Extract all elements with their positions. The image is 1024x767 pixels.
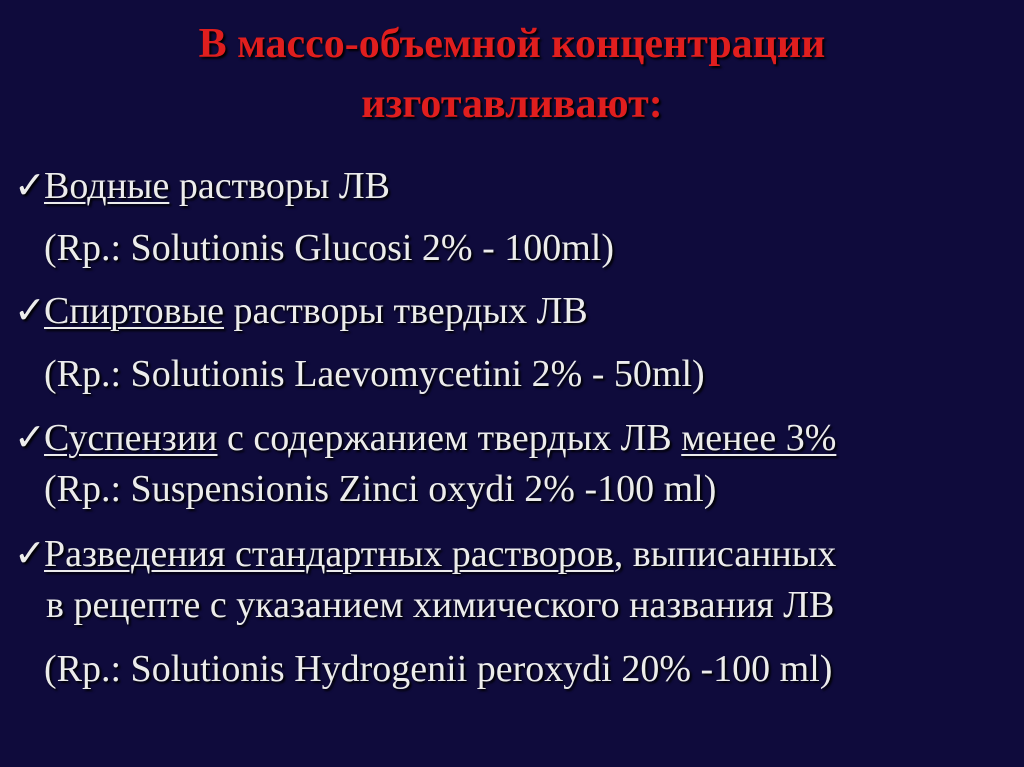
- title-line-2: изготавливают:: [361, 81, 663, 127]
- bullet-item-alcoholic: [14, 289, 588, 333]
- example-suspensions: (Rp.: Suspensionis Zinci oxydi 2% -100 ml): [44, 468, 717, 510]
- item-underlined-term: Спиртовые: [44, 290, 224, 332]
- item-text-line-2: в рецепте с указанием химического названия ЛВ: [46, 584, 835, 626]
- check-icon: ✓: [14, 533, 46, 575]
- example-dilutions: (Rp.: Solutionis Hydrogenii peroxydi 20% -100 ml): [44, 648, 833, 690]
- item-underlined-term: Разведения стандартных растворов: [44, 533, 614, 575]
- item-text: растворы ЛВ: [169, 165, 390, 207]
- item-underlined-term: Водные: [44, 165, 170, 207]
- example-aqueous: (Rp.: Solutionis Glucosi 2% - 100ml): [44, 227, 614, 269]
- check-icon: ✓: [14, 290, 46, 332]
- check-icon: ✓: [14, 417, 46, 459]
- item-text: растворы твердых ЛВ: [223, 290, 588, 332]
- slide-title: [0, 14, 1024, 134]
- item-text: с содержанием твердых ЛВ: [217, 417, 682, 459]
- item-underlined-term-2: менее 3%: [681, 417, 837, 459]
- item-text: , выписанных: [613, 533, 837, 575]
- example-alcoholic: (Rp.: Solutionis Laevomycetini 2% - 50ml): [44, 353, 705, 395]
- bullet-item-suspensions: [14, 416, 836, 460]
- bullet-item-aqueous: [14, 164, 390, 208]
- check-icon: ✓: [14, 165, 46, 207]
- item-underlined-term: Суспензии: [44, 417, 218, 459]
- title-line-1: В массо-объемной концентрации: [198, 21, 826, 67]
- bullet-item-dilutions: [14, 532, 836, 576]
